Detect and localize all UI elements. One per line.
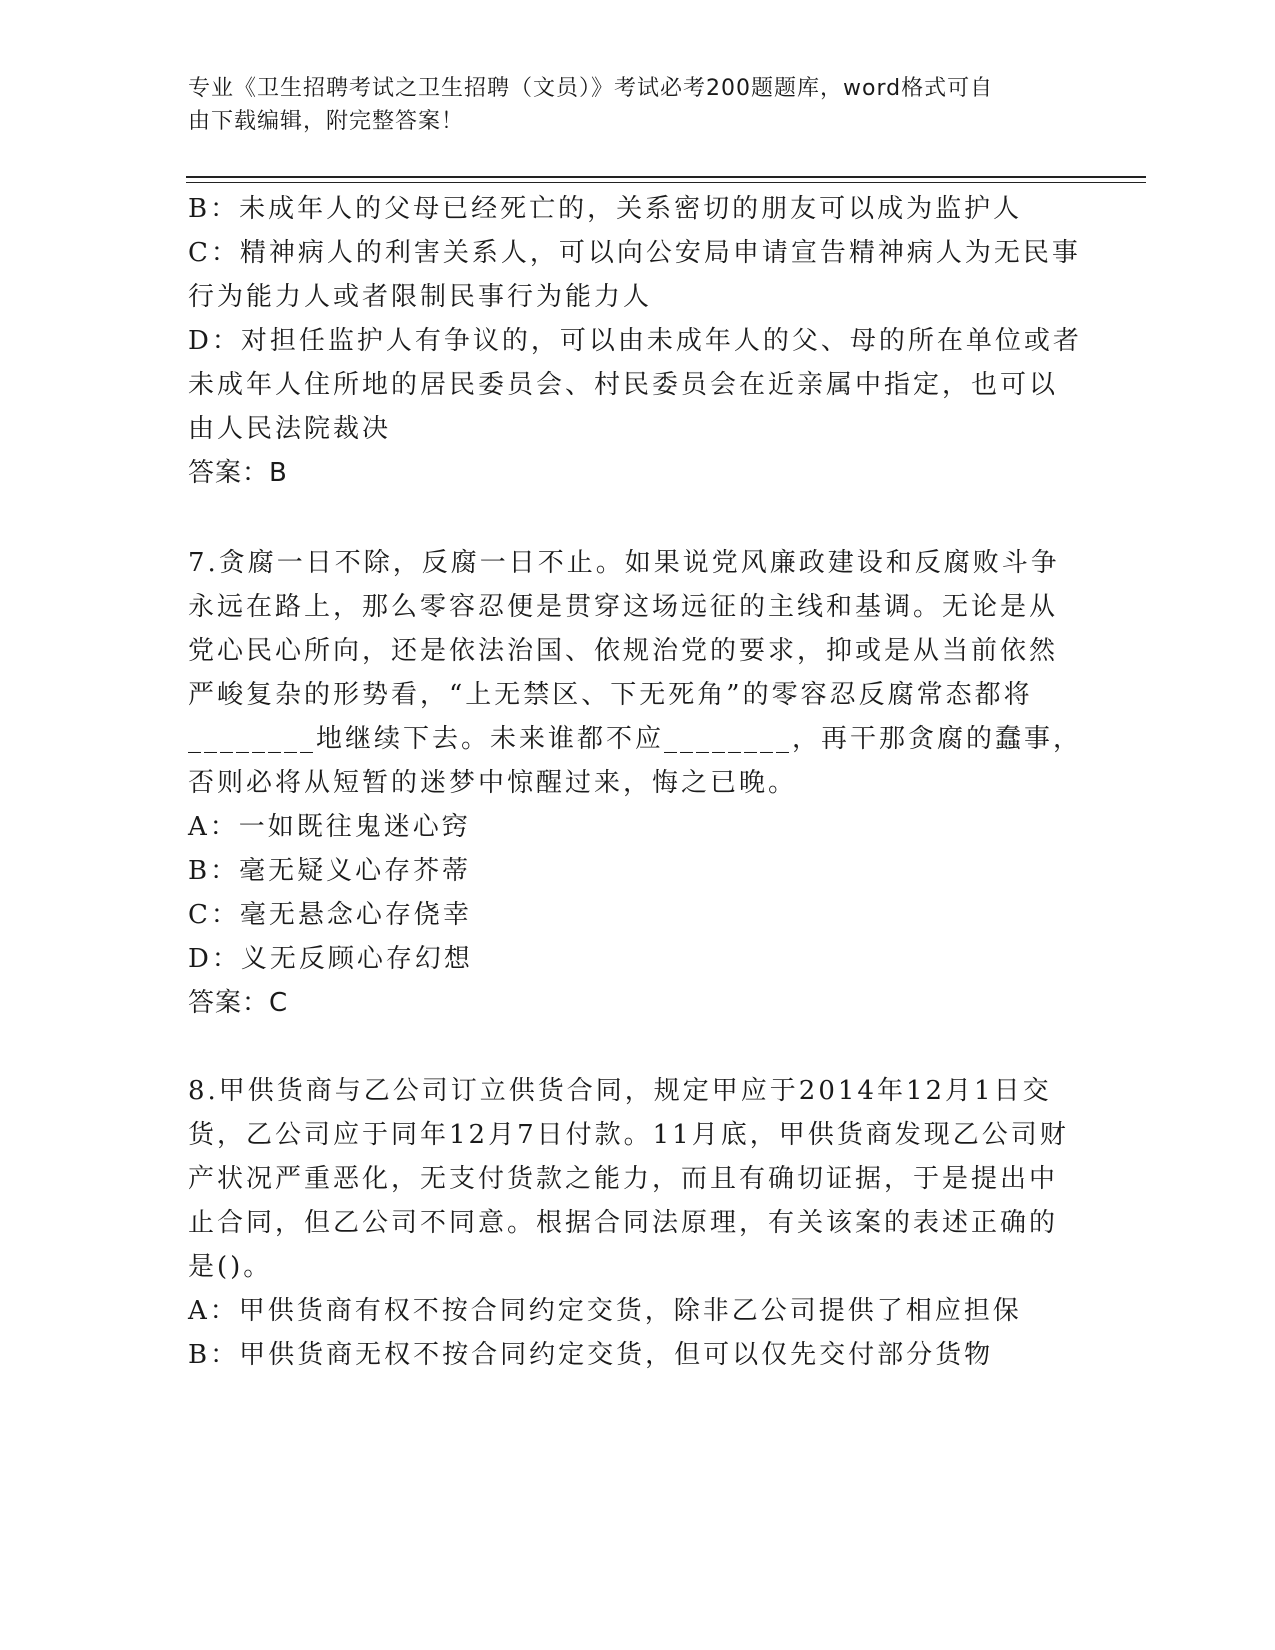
q8-stem-line-2: 货，乙公司应于同年12月7日付款。11月底，甲供货商发现乙公司财 bbox=[188, 1120, 1069, 1150]
document-header bbox=[188, 72, 1088, 138]
q7-stem-line-4: 严峻复杂的形势看，“上无禁区、下无死角”的零容忍反腐常态都将 bbox=[188, 680, 1033, 710]
q7-stem-line-2: 永远在路上，那么零容忍便是贯穿这场远征的主线和基调。无论是从 bbox=[188, 592, 1059, 622]
header-divider-thick bbox=[186, 176, 1146, 178]
q6-option-c-line-1: C：精神病人的利害关系人，可以向公安局申请宣告精神病人为无民事 bbox=[188, 238, 1081, 268]
q8-stem-line-1: 8.甲供货商与乙公司订立供货合同，规定甲应于2014年12月1日交 bbox=[188, 1076, 1052, 1106]
q6-option-d-line-3: 由人民法院裁决 bbox=[188, 414, 392, 444]
q8-stem-line-5: 是()。 bbox=[188, 1252, 273, 1282]
q8-stem-line-4: 止合同，但乙公司不同意。根据合同法原理，有关该案的表述正确的 bbox=[188, 1208, 1059, 1238]
q7-option-b: B：毫无疑义心存芥蒂 bbox=[188, 856, 472, 886]
q7-stem-line-6: 否则必将从短暂的迷梦中惊醒过来，悔之已晚。 bbox=[188, 768, 798, 798]
header-line-1: 专业《卫生招聘考试之卫生招聘（文员）》考试必考200题题库，word格式可自 bbox=[188, 76, 994, 101]
q8-option-a: A：甲供货商有权不按合同约定交货，除非乙公司提供了相应担保 bbox=[188, 1296, 1022, 1326]
q6-option-d-line-1: D：对担任监护人有争议的，可以由未成年人的父、母的所在单位或者 bbox=[188, 326, 1082, 356]
q7-option-c: C：毫无悬念心存侥幸 bbox=[188, 900, 472, 930]
q8-stem-line-3: 产状况严重恶化，无支付货款之能力，而且有确切证据，于是提出中 bbox=[188, 1164, 1059, 1194]
q7-stem-line-5: ________地继续下去。未来谁都不应________，再干那贪腐的蠢事， bbox=[188, 724, 1083, 754]
q6-option-c-line-2: 行为能力人或者限制民事行为能力人 bbox=[188, 282, 653, 312]
q7-option-a: A：一如既往鬼迷心窍 bbox=[188, 812, 471, 842]
q6-answer: 答案：B bbox=[188, 458, 288, 488]
q7-stem-line-1: 7.贪腐一日不除，反腐一日不止。如果说党风廉政建设和反腐败斗争 bbox=[188, 548, 1060, 578]
q8-option-b: B：甲供货商无权不按合同约定交货，但可以仅先交付部分货物 bbox=[188, 1340, 994, 1370]
header-divider-thin bbox=[186, 182, 1146, 183]
q6-option-d-line-2: 未成年人住所地的居民委员会、村民委员会在近亲属中指定，也可以 bbox=[188, 370, 1059, 400]
q7-answer: 答案：C bbox=[188, 988, 289, 1018]
q7-option-d: D：义无反顾心存幻想 bbox=[188, 944, 473, 974]
q6-option-b: B：未成年人的父母已经死亡的，关系密切的朋友可以成为监护人 bbox=[188, 194, 1023, 224]
header-line-2: 由下载编辑，附完整答案！ bbox=[188, 109, 465, 134]
q7-stem-line-3: 党心民心所向，还是依法治国、依规治党的要求，抑或是从当前依然 bbox=[188, 636, 1059, 666]
